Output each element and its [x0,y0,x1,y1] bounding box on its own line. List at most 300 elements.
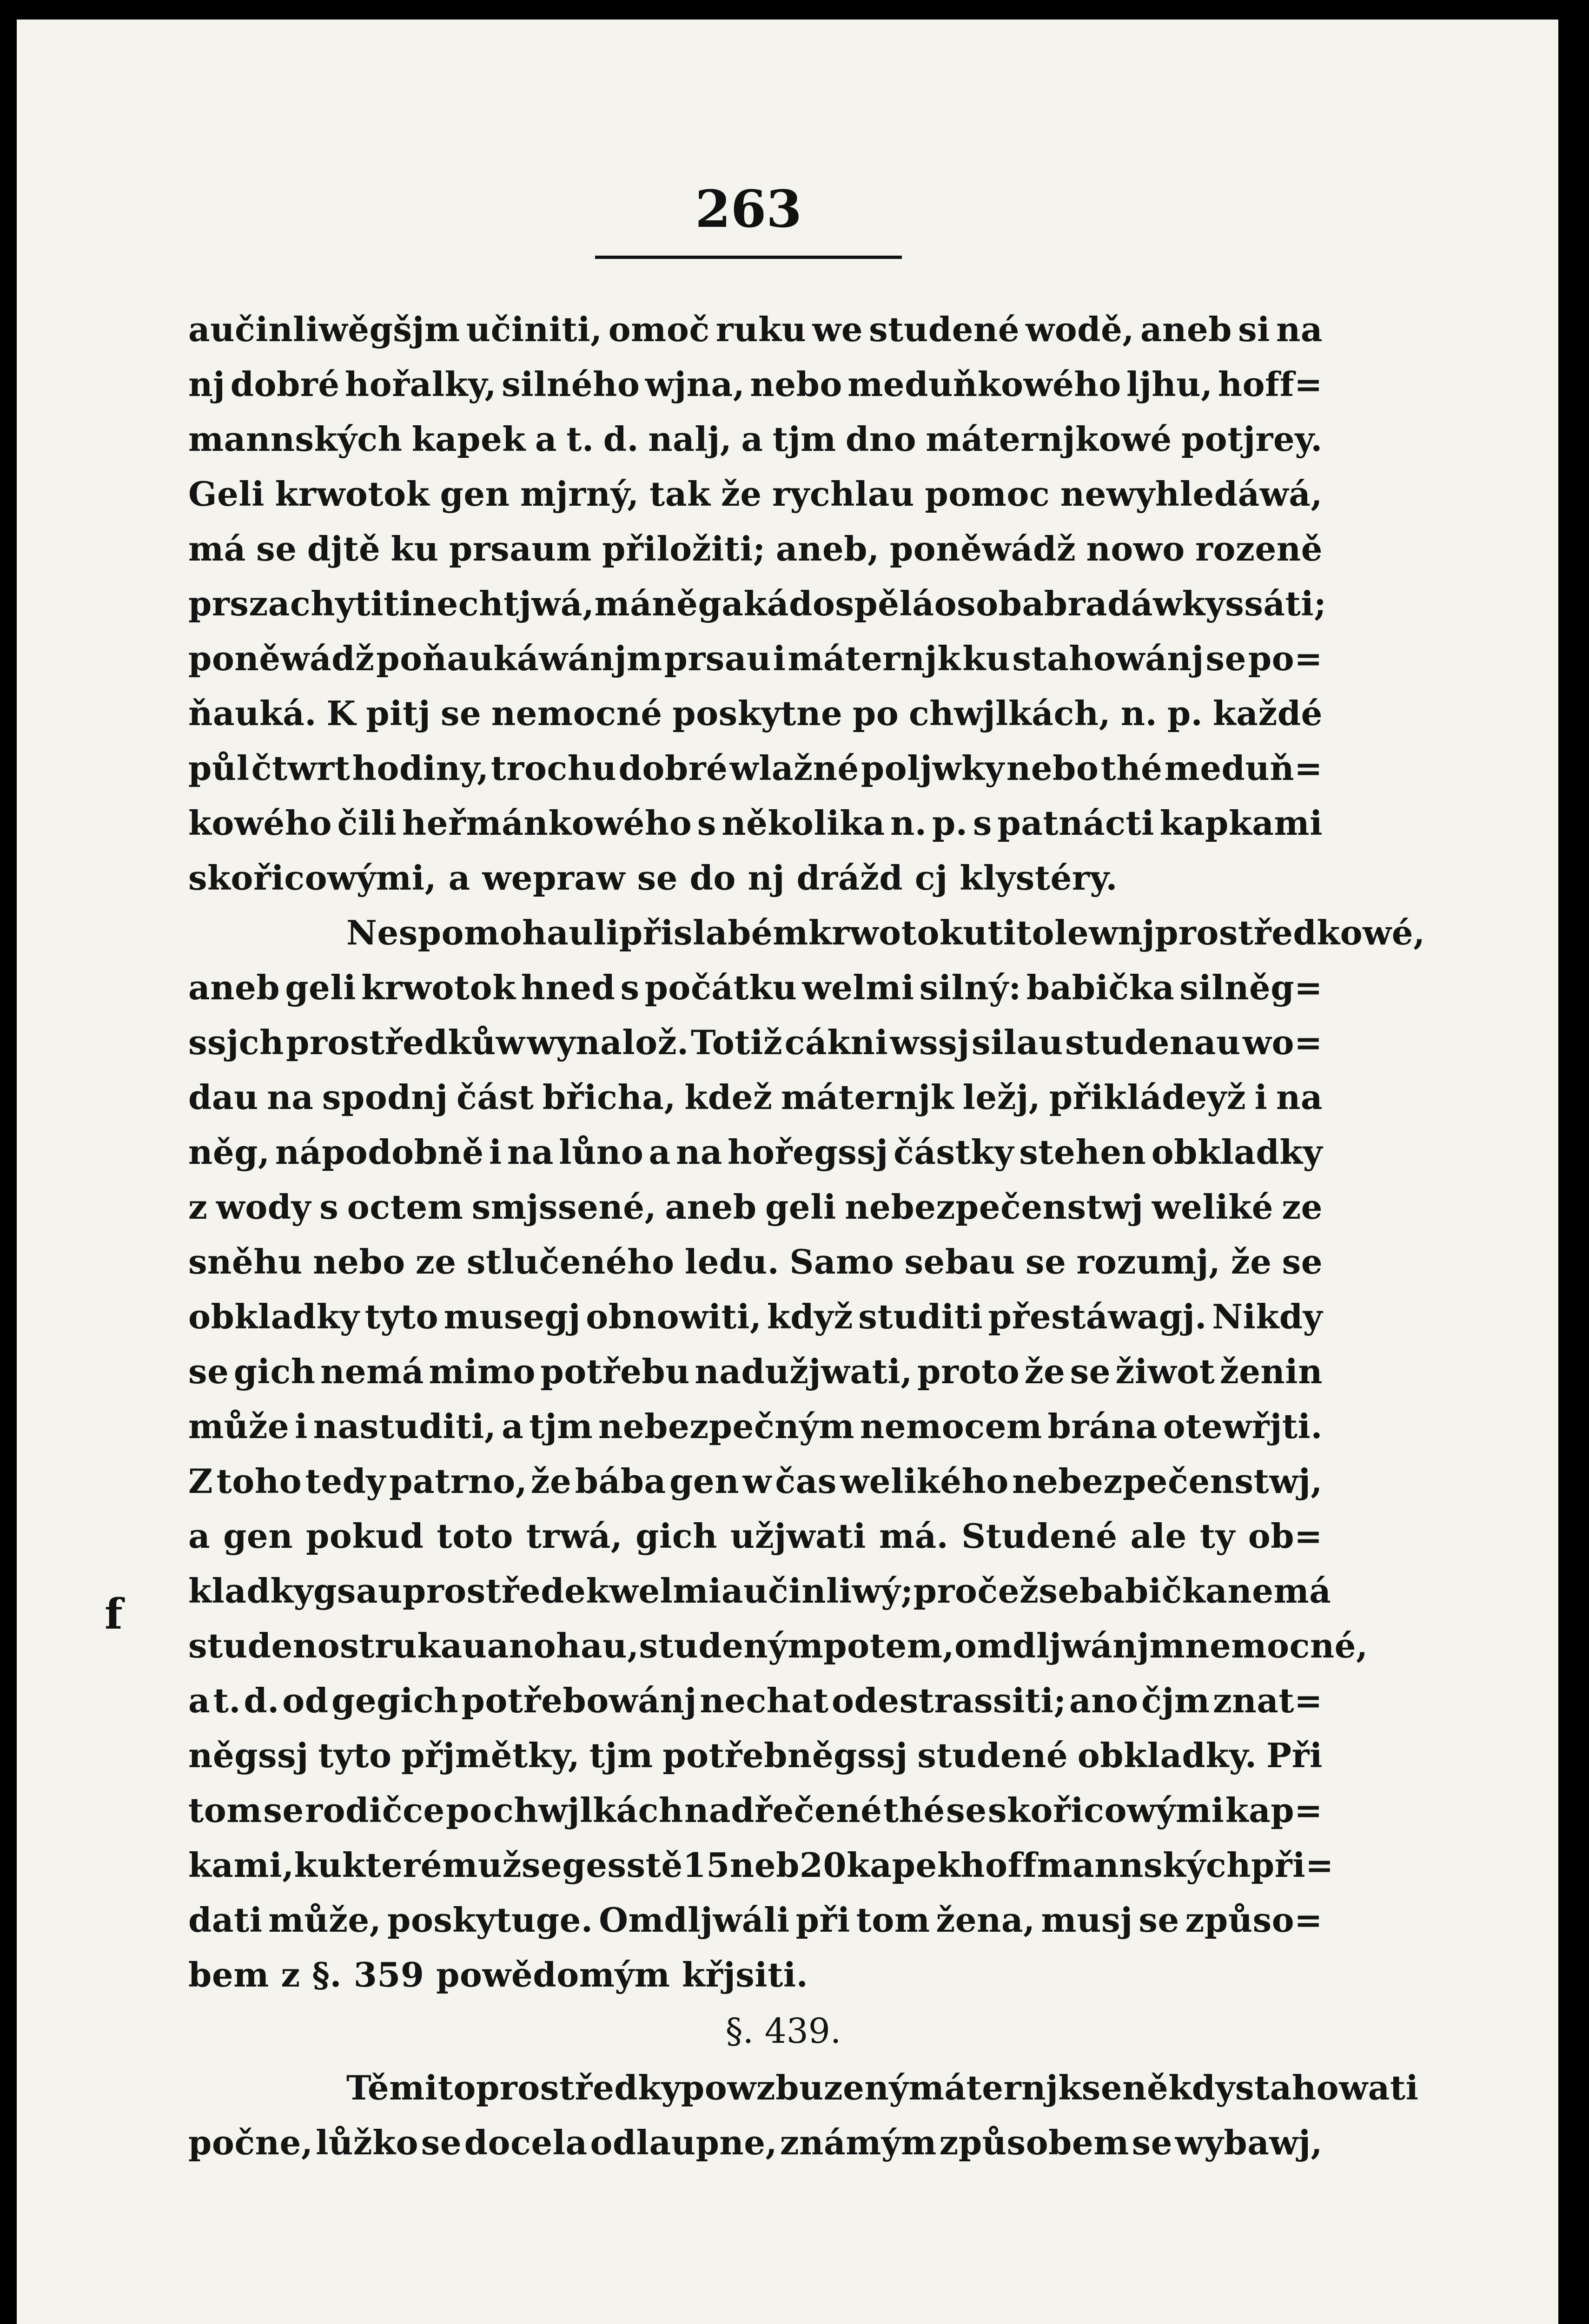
word: potjrey. [1181,419,1323,459]
word: babička [1079,1571,1228,1611]
word: drážd [796,858,903,898]
word: při= [1251,1845,1334,1885]
text-line [188,1070,1323,1125]
word: po= [1248,639,1323,678]
word: máternjk [908,2068,1082,2107]
word: na [267,1077,314,1117]
word: mimo [429,1352,536,1391]
word: gegich [331,1681,459,1720]
word: Těmito [346,2068,476,2107]
word: několika [722,803,885,843]
word: sebau [904,1242,1015,1281]
word: ob= [1248,1516,1323,1556]
word: aneb [1140,310,1232,349]
word: se [1039,1571,1079,1611]
word: nemá [1227,1571,1331,1611]
word: nohau, [509,1626,639,1665]
word: nemocné, [1185,1626,1368,1665]
word: hned [521,968,616,1007]
word: djtě [307,529,381,568]
word: prostředkowé, [1155,913,1425,952]
word: silau [971,1023,1063,1062]
word: nebo [1006,748,1099,788]
word: krwotoku [808,913,988,952]
word: babička [1026,968,1175,1007]
word: powědomým [436,1955,670,1994]
word: ledu. [684,1242,780,1281]
word: kap= [1225,1790,1323,1830]
word: ssáti; [1225,584,1327,623]
word: tjm [529,1406,593,1446]
word: potřebowánj [461,1681,697,1720]
word: rodičce [305,1790,445,1830]
word: máternjkowé [926,419,1172,459]
word: klystéry. [960,858,1118,898]
word: že [530,1461,572,1501]
word: poskytuge. [387,1900,593,1940]
text-line [188,1180,1323,1235]
text-line [188,2060,1419,2115]
word: gen [223,1516,293,1556]
word: a [502,1406,524,1446]
word: s [697,803,716,843]
word: 15 [682,1845,730,1885]
word: z [281,1955,300,1994]
body-text [188,302,1425,2170]
word: otewřjti. [1163,1406,1323,1446]
word: tedy [305,1461,386,1501]
word: na [507,1132,554,1172]
word: rukau [374,1626,487,1665]
word: obkladky [1151,1132,1323,1172]
word: může [188,1406,290,1446]
word: obkladky. [1077,1736,1257,1775]
word: chwjlkách, [908,693,1111,733]
word: nebo [750,364,842,404]
word: kowého [188,803,332,843]
word: osoba [934,584,1044,623]
word: musegj [444,1297,581,1336]
word: studenau [1065,1023,1241,1062]
word: kapkami [1159,803,1323,843]
word: nebezpečenstwj, [1012,1461,1323,1501]
word: poljwky [861,748,1005,788]
word: t. [566,419,594,459]
word: thé [1100,748,1163,788]
word: ku [294,1845,342,1885]
word: K [326,693,356,733]
word: wssj [890,1023,970,1062]
word: znat= [1213,1681,1323,1720]
word: slabém [673,913,808,952]
word: Z [188,1461,213,1501]
word: něg, [188,1132,270,1172]
word: aneb [188,968,280,1007]
word: stlučeného [466,1242,675,1281]
word: dau [188,1077,258,1117]
word: křjsiti. [682,1955,808,1994]
word: užjwati [730,1516,866,1556]
word: nadřečené [684,1790,882,1830]
word: částky [893,1132,1014,1172]
word: přiložiti; [602,529,766,568]
header-rule [595,256,902,259]
word: trwá, [526,1516,623,1556]
word: 20 [799,1845,847,1885]
text-line [188,1015,1323,1070]
word: se [1081,2068,1123,2107]
word: mjrný, [520,474,639,514]
word: má. [879,1516,949,1556]
word: tom [188,1790,262,1830]
word: odestrassiti; [831,1681,1066,1720]
word: ležj, [962,1077,1041,1117]
word: spodnj [322,1077,448,1117]
word: s [319,1187,339,1227]
word: půl [188,748,250,788]
word: a [188,1516,211,1556]
text-line [188,1454,1323,1509]
word: poněwádž [188,639,375,678]
word: lewnj [1054,913,1155,952]
word: silněg= [1179,968,1323,1007]
word: se [1025,1242,1066,1281]
word: tjm [772,419,836,459]
word: meduň= [1164,748,1323,788]
word: známým [780,2123,937,2162]
word: ruku [715,310,807,349]
word: prs [188,584,249,623]
word: potem, [823,1626,954,1665]
word: odlaupne, [590,2123,778,2162]
word: nemocné [491,693,662,733]
word: patrno, [389,1461,528,1501]
word: wybawj, [1175,2123,1323,2162]
word: tom [856,1900,930,1940]
word: lůžko [316,2123,419,2162]
word: ku [962,639,1011,678]
word: způso= [1185,1900,1323,1940]
text-line [188,522,1323,576]
word: učiniti, [466,310,602,349]
word: tito [987,913,1055,952]
word: něgssj [188,1736,309,1775]
text-line [188,1893,1323,1948]
word: §. [312,1955,342,1994]
word: od [282,1681,329,1720]
word: gich [636,1516,717,1556]
word: nechtjwá, [412,584,595,623]
word: na [1276,310,1323,349]
word: skořicowými [987,1790,1225,1830]
text-line [188,631,1323,686]
word: a [741,419,763,459]
text-line [188,302,1323,357]
word: dobré [230,364,340,404]
word: žena, [936,1900,1035,1940]
word: Studené [961,1516,1118,1556]
word: i [773,639,786,678]
word: welmi [609,1571,722,1611]
word: prsau [664,639,771,678]
text-line [188,1125,1323,1180]
word: poskytne [672,693,843,733]
word: i [489,1132,502,1172]
word: tyto [364,1297,439,1336]
word: kapek [847,1845,961,1885]
word: t. [213,1681,241,1720]
word: a [448,858,470,898]
word: Při [1266,1736,1323,1775]
page-number: 263 [695,179,802,239]
word: zachytiti [249,584,412,623]
word: nápodobně [275,1132,484,1172]
word: aučinliwý; [721,1571,914,1611]
word: Omdljwáli [599,1900,790,1940]
word: čas [775,1461,837,1501]
word: se [188,1352,229,1391]
word: hořegssj [728,1132,888,1172]
word: se [256,529,297,568]
word: d. [244,1681,279,1720]
word: každé [1212,693,1323,733]
word: břicha, [542,1077,676,1117]
word: kapek [411,419,526,459]
word: prostředek [402,1571,609,1611]
word: dospělá [789,584,934,623]
text-line [188,467,1323,522]
margin-mark: f [105,1590,123,1639]
word: pomoc [925,474,1050,514]
word: studiti [858,1297,983,1336]
word: se [1070,1352,1111,1391]
text-line [188,1509,1323,1564]
word: a [188,1681,211,1720]
word: gich [233,1352,316,1391]
word: wo= [1243,1023,1323,1062]
word: se [263,1790,304,1830]
word: patnácti [997,803,1155,843]
word: a [535,419,557,459]
word: ale [1130,1516,1187,1556]
text-line [188,2115,1323,2170]
word: dno [845,419,917,459]
word: má [188,529,246,568]
text-line [188,1948,1323,2002]
word: powzbuzený [681,2068,909,2107]
word: d. [603,419,639,459]
word: gen [669,1461,740,1501]
word: rychlau [772,474,914,514]
word: se [1282,1242,1323,1281]
word: hodiny, [352,748,489,788]
paragraph-2 [188,905,1425,2002]
word: se [421,2123,462,2162]
word: při [619,913,674,952]
text-line [188,412,1323,467]
word: kladky [188,1571,313,1611]
section-heading: §. 439. [725,2011,841,2051]
word: do [689,858,736,898]
text-line [188,1728,1323,1783]
word: po [446,1790,492,1830]
word: prsaum [449,529,592,568]
word: stahowánj [1012,639,1204,678]
text-line [188,357,1323,412]
word: geli [765,1187,836,1227]
word: kdež [684,1077,773,1117]
word: způsobem [939,2123,1129,2162]
word: obnowiti, [586,1297,762,1336]
text-line [188,1564,1331,1618]
word: geli [285,968,357,1007]
word: nastuditi, [313,1406,497,1446]
word: část [457,1077,534,1117]
word: i [295,1406,308,1446]
word: přestáwagj. [988,1297,1207,1336]
word: poňaukáwánjm [376,639,662,678]
word: docela [464,2123,588,2162]
word: žiwot [1115,1352,1215,1391]
word: thé [883,1790,945,1830]
text-line [188,960,1323,1015]
word: obkladky [188,1297,360,1336]
word: si [1238,310,1270,349]
word: se [637,858,678,898]
word: wodě, [1026,310,1134,349]
word: mannských [188,419,403,459]
text-line [188,1235,1323,1289]
word: studeným [639,1626,824,1665]
word: kterémuž [342,1845,522,1885]
word: pitj [366,693,431,733]
word: cákni [784,1023,888,1062]
text-line [188,686,1323,741]
word: s [620,968,640,1007]
word: studené [869,310,1020,349]
word: poněwádž [889,529,1076,568]
word: wepraw [482,858,626,898]
word: skořicowými, [188,858,437,898]
word: heřmánkowého [402,803,692,843]
word: studenost [188,1626,375,1665]
word: tjm [589,1736,653,1775]
word: nj [748,858,785,898]
word: potřebněgssj [662,1736,908,1775]
word: kami, [188,1845,294,1885]
word: stahowati [1235,2068,1419,2107]
word: prostředkůw [286,1023,525,1062]
word: nemá [320,1352,424,1391]
word: wody [216,1187,311,1227]
word: pročež [913,1571,1039,1611]
word: p. [932,803,968,843]
word: ano [1069,1681,1139,1720]
word: smjssené, [471,1187,657,1227]
word: 359 [353,1955,424,1994]
word: ssjch [188,1023,284,1062]
word: hořalky, [344,364,497,404]
word: může, [268,1900,382,1940]
word: že [1231,1242,1272,1281]
paragraph-1 [188,302,1327,905]
text-line [188,1838,1334,1893]
word: ljhu, [1126,364,1213,404]
word: nebo [313,1242,405,1281]
word: ze [1282,1187,1323,1227]
word: přikládeyž [1049,1077,1246,1117]
word: máternjk [781,1077,954,1117]
word: wlažné [729,748,859,788]
word: Nikdy [1212,1297,1323,1336]
word: aučinliwěgšjm [188,310,460,349]
text-line [188,905,1425,960]
word: chwjlkách [493,1790,683,1830]
word: nowo [1086,529,1185,568]
word: welmi [802,968,914,1007]
word: ty [1199,1516,1235,1556]
word: s [973,803,992,843]
word: ženin [1219,1352,1323,1391]
word: počne, [188,2123,313,2162]
word: po [852,693,899,733]
word: silný: [919,968,1021,1007]
word: we [812,310,863,349]
word: pokud [305,1516,424,1556]
word: nechat [700,1681,829,1720]
word: toto [437,1516,513,1556]
word: aneb, [775,529,880,568]
word: rozeně [1195,529,1323,568]
text-line [188,1783,1323,1838]
word: z [188,1187,208,1227]
word: že [1024,1352,1066,1391]
word: má [594,584,652,623]
word: musj [1041,1900,1133,1940]
word: nadužjwati, [695,1352,913,1391]
word: prostředky [476,2068,681,2107]
word: čili [337,803,397,843]
word: se [1132,2123,1172,2162]
text-line [188,1673,1323,1728]
word: gsau [313,1571,403,1611]
word: dati [188,1900,263,1940]
word: se [522,1845,563,1885]
text-line [188,576,1327,631]
word: studené [917,1736,1068,1775]
word: proto [917,1352,1020,1391]
word: toho [216,1461,302,1501]
text-line [188,741,1323,796]
word: při [795,1900,850,1940]
word: dobré [618,748,728,788]
word: octem [347,1187,463,1227]
word: n. [1120,693,1158,733]
word: když [767,1297,853,1336]
word: potřebu [540,1352,690,1391]
word: krwotok [275,474,430,514]
paragraph-3 [188,2060,1419,2170]
word: nemocem [860,1406,1042,1446]
text-line [188,796,1323,851]
word: weliké [1152,1187,1273,1227]
word: se [1139,1900,1179,1940]
word: neb [729,1845,800,1885]
text-line [188,1289,1323,1344]
word: welikého [840,1461,1009,1501]
word: Totiž [690,1023,783,1062]
word: hoff= [1218,364,1323,404]
